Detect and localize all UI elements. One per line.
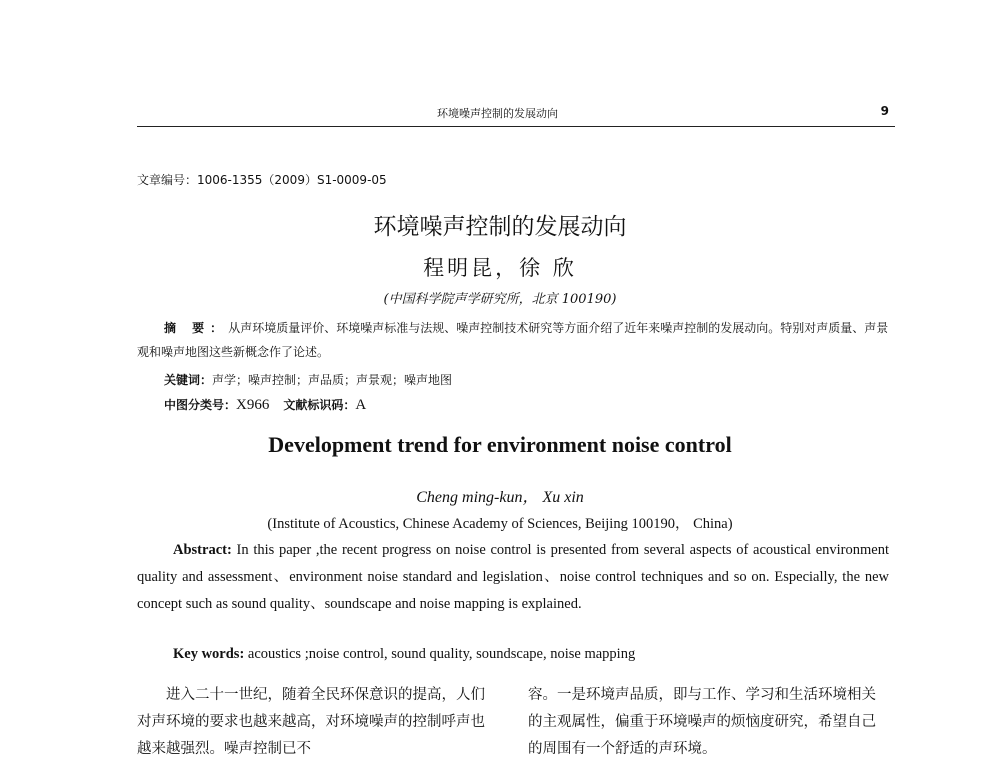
- article-number: 文章编号：1006-1355（2009）S1-0009-05: [137, 173, 387, 187]
- english-keywords-text: acoustics ;noise control, sound quality, soundscape, noise mapping: [244, 646, 636, 662]
- clc-label: 中图分类号：: [164, 398, 237, 412]
- doc-code-value: A: [355, 397, 367, 413]
- english-title: Development trend for environment noise control: [268, 432, 732, 457]
- body-column-left: 进入二十一世纪，随着全民环保意识的提高，人们对声环境的要求也越来越高，对环境噪声的控制呼声也越来越强烈。噪声控制已不: [137, 687, 485, 757]
- chinese-abstract: [137, 316, 889, 364]
- doc-code-label: 文献标识码：: [283, 398, 356, 412]
- body-column-right: 容。一是环境声品质，即与工作、学习和生活环境相关的主观属性，偏重于环境噪声的烦恼度研究，希望自己的周围有一个舒适的声环境。: [528, 687, 876, 757]
- chinese-title: 环境噪声控制的发展动向: [373, 214, 627, 240]
- running-title: 环境噪声控制的发展动向: [437, 107, 558, 120]
- running-header: [137, 104, 895, 127]
- english-keywords: [173, 646, 635, 663]
- chinese-abstract-text: 从声环境质量评价、环境噪声标准与法规、噪声控制技术研究等方面介绍了近年来噪声控制的发展动向。特别对声质量、声景观和噪声地图这些新概念作了论述。: [137, 321, 889, 359]
- english-abstract-label: Abstract:: [173, 542, 232, 558]
- english-abstract: [137, 537, 889, 618]
- chinese-keywords: [164, 371, 452, 388]
- clc-value: X966: [236, 397, 270, 413]
- chinese-abstract-label: 摘 要：: [164, 321, 229, 335]
- classification-line: [164, 396, 366, 414]
- english-keywords-label: Key words:: [173, 646, 245, 662]
- chinese-authors: 程明昆，徐 欣: [423, 256, 577, 280]
- english-abstract-text: In this paper ,the recent progress on noise control is presented from several aspects of acoustical environment quality and assessment、environment noise standard and legislation、noise control techniques and so on. Especially, the new concept such as sound quality、soundscape and noise mapping is explained.: [137, 542, 889, 612]
- chinese-keywords-text: 声学；噪声控制；声品质；声景观；噪声地图: [212, 373, 453, 387]
- chinese-keywords-label: 关键词：: [164, 373, 213, 387]
- chinese-affiliation: (中国科学院声学研究所，北京 100190): [383, 292, 617, 307]
- english-authors: Cheng ming-kun， Xu xin: [416, 489, 584, 506]
- page-number: 9: [880, 104, 889, 118]
- english-affiliation: (Institute of Acoustics, Chinese Academy of Sciences, Beijing 100190， China): [267, 516, 733, 532]
